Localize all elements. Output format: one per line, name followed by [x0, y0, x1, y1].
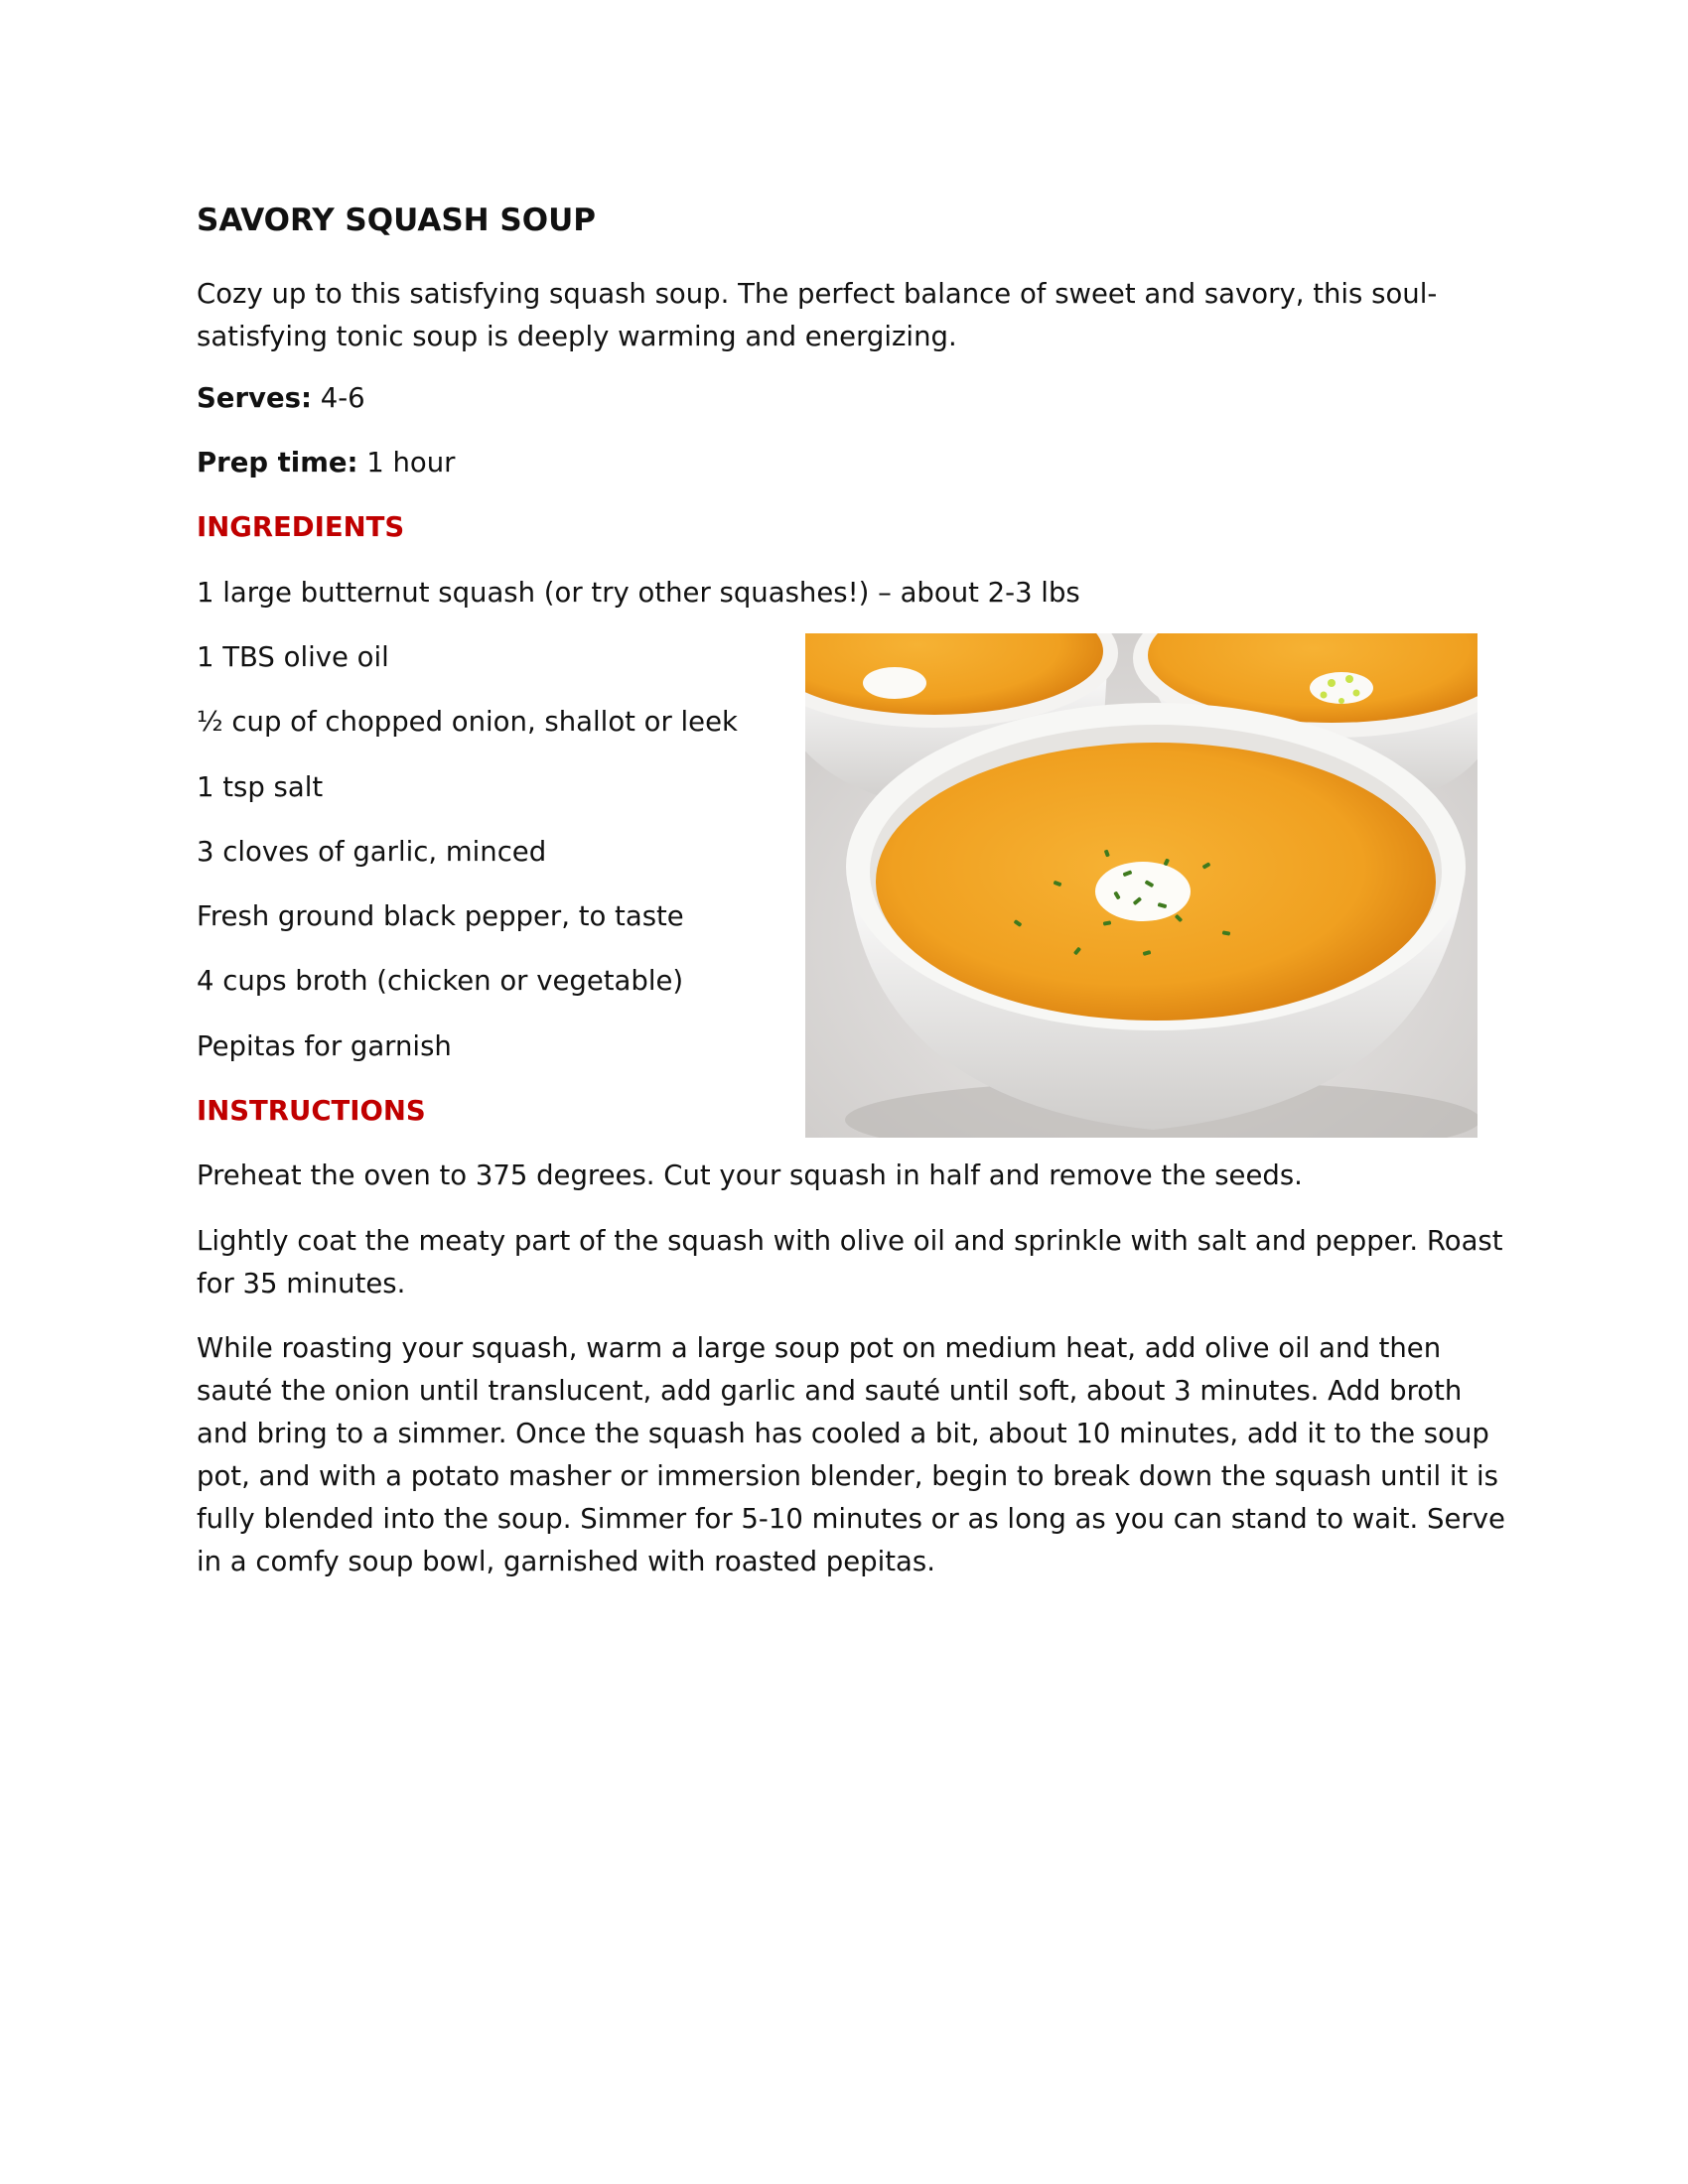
intro-line-2: satisfying tonic soup is deeply warming and energizing.: [197, 321, 957, 352]
instruction-step-3-line: fully blended into the soup. Simmer for 5-10 minutes or as long as you can stand to wait. Serve: [197, 1503, 1505, 1535]
serves-value: 4-6: [311, 382, 365, 414]
ingredient-item: 1 tsp salt: [197, 771, 324, 803]
prep-time-value: 1 hour: [357, 447, 456, 478]
instruction-step-2-line: for 35 minutes.: [197, 1268, 406, 1299]
ingredient-item: 3 cloves of garlic, minced: [197, 836, 547, 868]
prep-time-label: Prep time:: [197, 447, 358, 478]
instructions-heading: INSTRUCTIONS: [197, 1095, 426, 1127]
soup-bowls-photo: [805, 633, 1477, 1138]
ingredient-item: 4 cups broth (chicken or vegetable): [197, 965, 684, 997]
instruction-step-3-line: pot, and with a potato masher or immersion blender, begin to break down the squash until it is: [197, 1460, 1498, 1492]
serves-line: [197, 377, 365, 420]
ingredient-item: 1 large butternut squash (or try other squashes!) – about 2-3 lbs: [197, 577, 1080, 609]
instruction-step-3-line: and bring to a simmer. Once the squash has cooled a bit, about 10 minutes, add it to the soup: [197, 1418, 1489, 1449]
ingredient-item: Pepitas for garnish: [197, 1030, 452, 1062]
serves-label: Serves:: [197, 382, 312, 414]
prep-time-line: [197, 442, 455, 484]
recipe-title: SAVORY SQUASH SOUP: [197, 203, 596, 238]
ingredients-heading: INGREDIENTS: [197, 511, 405, 543]
instruction-step-2-line: Lightly coat the meaty part of the squash with olive oil and sprinkle with salt and pepper. Roast: [197, 1225, 1503, 1257]
ingredient-item: Fresh ground black pepper, to taste: [197, 900, 684, 932]
ingredient-item: 1 TBS olive oil: [197, 641, 389, 673]
ingredient-item: ½ cup of chopped onion, shallot or leek: [197, 706, 738, 738]
instruction-step-3-line: While roasting your squash, warm a large soup pot on medium heat, add olive oil and then: [197, 1332, 1442, 1364]
instruction-step-3-line: in a comfy soup bowl, garnished with roasted pepitas.: [197, 1546, 935, 1577]
instruction-step-1: Preheat the oven to 375 degrees. Cut your squash in half and remove the seeds.: [197, 1160, 1303, 1191]
intro-line-1: Cozy up to this satisfying squash soup. The perfect balance of sweet and savory, this soul-: [197, 278, 1438, 310]
instruction-step-3-line: sauté the onion until translucent, add garlic and sauté until soft, about 3 minutes. Add broth: [197, 1375, 1463, 1407]
soup-bowls-illustration: [805, 633, 1477, 1138]
